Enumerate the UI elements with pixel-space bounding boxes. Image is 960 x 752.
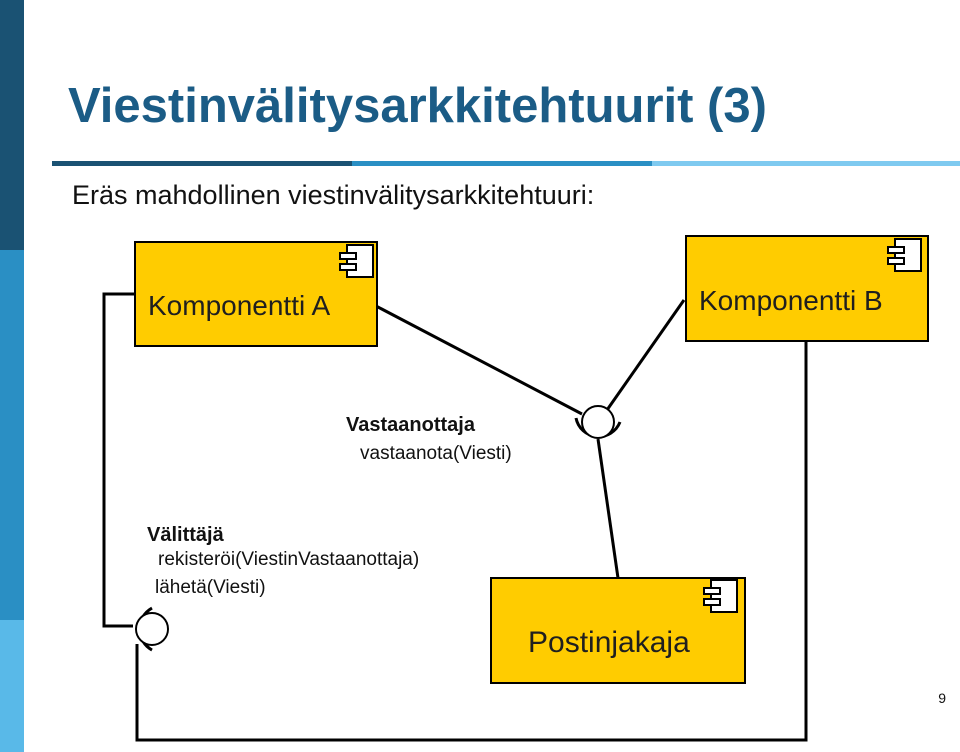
interface-vastaanottaja-name: Vastaanottaja [346,414,475,436]
interface-vastaanottaja-operation: vastaanota(Viesti) [360,443,512,464]
connector-b-vastaanottaja [607,300,684,410]
connector-a-valittaja [104,294,135,626]
interface-vastaanottaja-lollipop-icon [576,406,620,438]
component-a-label: Komponentti A [148,290,331,321]
interface-valittaja-operation: lähetä(Viesti) [155,577,266,598]
page-number: 9 [938,690,946,706]
component-b-label: Komponentti B [699,285,883,316]
slide-title: Viestinvälitysarkkitehtuurit (3) [68,79,767,133]
component-postinjakaja-label: Postinjakaja [528,626,690,659]
interface-valittaja-name: Välittäjä [147,524,224,546]
interface-valittaja-lollipop-icon [136,608,168,650]
connector-vastaanottaja-postinjakaja [598,439,618,578]
slide-subtitle: Eräs mahdollinen viestinvälitysarkkitehtuuri: [72,180,595,210]
interface-valittaja-operation: rekisteröi(ViestinVastaanottaja) [158,549,420,570]
connector-a-vastaanottaja [376,306,582,414]
